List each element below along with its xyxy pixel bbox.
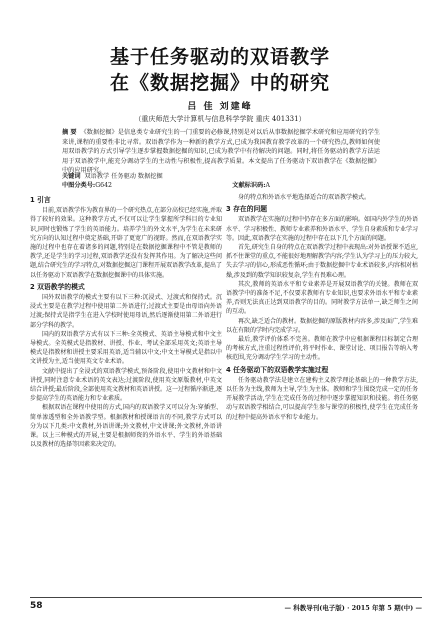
body-paragraph: 首先,研究生自身的特点在双语教学过程中表现出:对外语授课不适应,抓不住课堂的重点,不能很好地理解教学内容;学生认为学习上的压力较大,失去学习的信心,形成恶性循环;由于数据挖掘中专业术语较多,内容相对枯燥,涉及到的数学知识较复杂,学生有畏难心理。 — [226, 244, 418, 279]
body-left-column — [30, 193, 222, 449]
body-paragraph: 目前,双语教学作为教育界的一个研究热点,在部分高校已经实施,并取得了较好的效果。这种教学方式,不仅可以让学生掌握所学科目的专业知识,同时也锻炼了学生的英语能力。培养学生的外文水平,为学生在未来研究方向的认知过程中奠定基础,开辟了更宽广的视野。然而,在双语教学实施的过程中也存在着诸多的问题,特别是在数据挖掘课程中不管是教师的教学,还是学生的学习过程,双语教学还没有发挥其作用。为了解决这些问题,结合研究生的学习特点,对数据挖掘这门课程开展双语教学改革,提出了以任务驱动下双语教学在数据挖掘课中的具体实施。 — [30, 207, 222, 279]
body-paragraph: 任务驱动教学法是建立在建构主义教学理论基础上的一种教学方法,以任务为主线,教师为主导,学生为主体。教师和学生围绕完成一定的任务开展教学活动,学生在完成任务的过程中逐步掌握知识和技能。将任务驱动与双语教学相结合,可以提高学生参与课堂的积极性,使学生在完成任务的过程中提高外语水平和专业能力。 — [226, 376, 418, 421]
body-paragraph: 国外双语教学的模式主要有以下三种:沉浸式、过渡式和保持式。沉浸式主要是在教学过程中使用第二外语进行;过渡式主要是由母语向外语过渡;保持式是指学生在进入学校时使用母语,然后逐渐使用第二外语进行部分学科的教学。 — [30, 294, 222, 329]
page-number: 58 — [30, 601, 43, 611]
paper-title-line1: 基于任务驱动的双语教学 — [109, 46, 330, 68]
abstract-label: 摘 要 — [62, 129, 77, 136]
keywords-text: 双语教学 任务驱动 数据挖掘 — [84, 173, 163, 180]
body-right-column — [226, 193, 418, 422]
body-paragraph: 文献中提出了全浸式的双语教学模式,预备阶段,使用中文教材和中文讲授,同时注意专业术语的英文表达;过渡阶段,使用英文原版教材,中英文结合讲授;最后阶段,全部使用英文教材和英语讲授。这一过程循序渐进,逐步提高学生的英语能力和专业素质。 — [30, 367, 222, 403]
section-heading: 1 引言 — [30, 196, 51, 204]
abstract-text: 《数据挖掘》是信息类专业研究生的一门重要的必修课,特别是对以后从事数据挖掘学术研究和应用研究的学生来讲,课程的重要性非比寻常。双语教学作为一种新的教学方式,已成为我国教育教学改革的一个研究热点,教师如何使用双语教学的方式引导学生逐步掌握数据挖掘的知识,已成为教学中有待解决的问题。同时,将任务驱动的教学方法运用于双语教学中,能充分调动学生的主动性与积极性,提高教学质量。本文提出了任务驱动下双语教学在《数据挖掘》中的应用研究。 — [62, 129, 381, 174]
doc-code-label: 文献标识码: — [232, 182, 266, 189]
paper-title-line2: 在《数据挖掘》中的研究 — [109, 72, 330, 94]
body-paragraph: 根据双语在课程中使用的方式,国内的双语教学又可以分为:穿插型、简单渗透型和全外语教学型。根据教材和授课语言的不同,教学方式可以分为以下几类:中文教材,外语讲课;外文教材,中文讲课;外文教材,外语讲课。以上三种模式的开展,主要是根据师资的外语水平、学生的外语基础以及教材的选择等因素来决定的。 — [30, 404, 222, 449]
paper-abstract — [62, 128, 380, 176]
body-paragraph: 身的特点和外语水平地选择适合的双语教学模式。 — [238, 194, 371, 201]
section-heading: 4 任务驱动下的双语教学实施过程 — [226, 365, 329, 374]
classification-row — [62, 181, 380, 190]
section-heading: 2 双语教学的模式 — [30, 282, 85, 291]
clc-value: G642 — [95, 182, 112, 189]
keywords-row — [62, 172, 380, 181]
body-paragraph: 再次,缺乏适合的教材。数据挖掘的原版教材内容多,涉及面广,学生难以在有限的学时内完成学习。 — [226, 317, 418, 334]
section-heading: 3 存在的问题 — [226, 205, 268, 214]
journal-footer: — 科教导刊(电子版) · 2015 年第 5 期(中) — — [284, 604, 422, 612]
paper-affiliation: （重庆师范大学计算机与信息科学学院 重庆 401331） — [134, 115, 306, 123]
keywords-label: 关键词 — [62, 173, 81, 180]
body-paragraph: 最后,教学评价体系不完善。教师在教学中应根据课程目标制定合理的考核方式,注重过程性评价,将平时作业、课堂讨论、项目报告等纳入考核范围,充分调动学生学习的主动性。 — [226, 336, 418, 362]
paper-authors: 吕 佳 刘建峰 — [187, 102, 253, 112]
doc-code-value: A — [265, 182, 270, 189]
body-paragraph: 双语教学在实施的过程中仍存在多方面的影响。如国内外学生的外语水平、学习积极性、教师专业素养和外语水平、学生自身素质和专业学习等。因此,双语教学在实施的过程中存在以下几个方面的问题。 — [226, 216, 418, 242]
footer-rule — [30, 597, 422, 598]
clc-label: 中图分类号: — [62, 182, 96, 189]
body-paragraph: 国内的双语教学方式有以下三种:全英模式、英语主导模式和中文主导模式。全英模式是指教材、讲授、作业、考试全部采用英文;英语主导模式是指教材和讲授主要采用英语,适当辅以中文;中文主导模式是指以中文讲授为主,适当使用英文专业术语。 — [30, 330, 222, 366]
body-paragraph: 其次,教师的英语水平和专业素养是开展双语教学的关键。教师在双语教学中的准备不足,不仅要求教师有专业知识,也要求外语水平和专业素养,否则无法真正达到双语教学的目的。同时教学方法单一,缺乏师生之间的互动。 — [226, 280, 418, 316]
